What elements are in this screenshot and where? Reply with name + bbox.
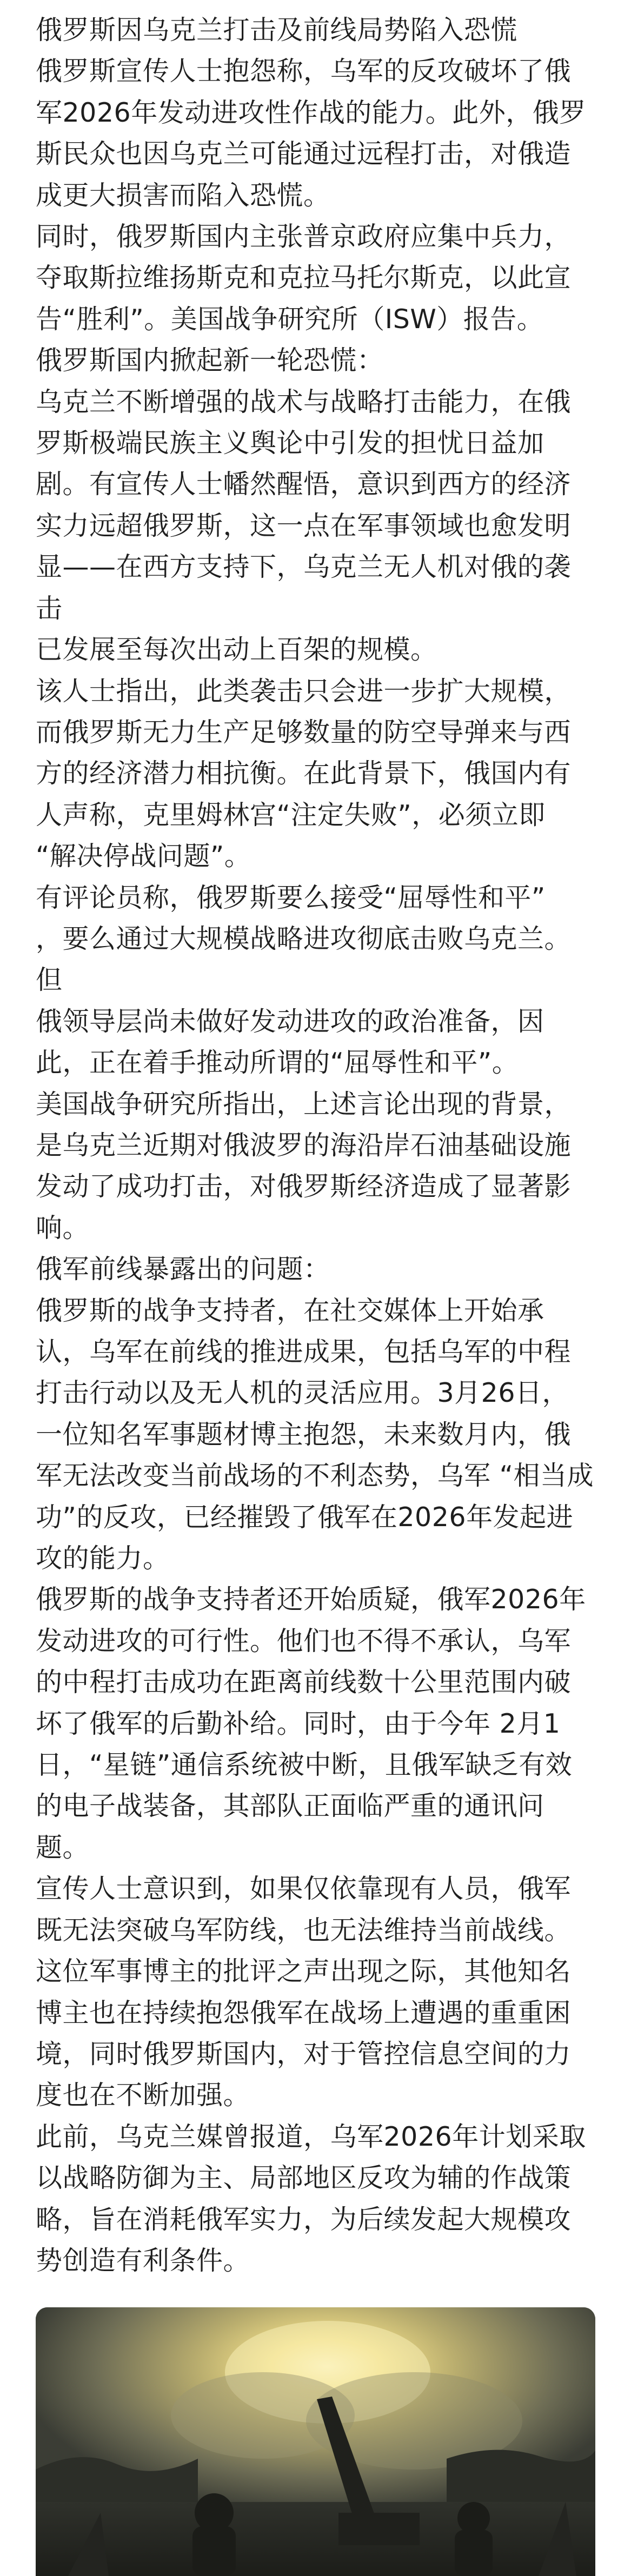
- article-paragraph: 俄罗斯宣传人士抱怨称，乌军的反攻破坏了俄 军2026年发动进攻性作战的能力。此外，俄罗 斯民众也因乌克兰可能通过远程打击，对俄造 成更大损害而陷入恐慌。: [36, 56, 586, 211]
- article-paragraph: 俄罗斯的战争支持者，在社交媒体上开始承 认，乌军在前线的推进成果，包括乌军的中程 打击行动以及无人机的灵活应用。3月26日， 一位知名军事题材博主抱怨，未来数月内，俄 军无法改变当前战场的不利态势，乌军 “相当成 功”的反攻，已经摧毁了俄军在2026年发起进 攻的能力。: [36, 1295, 594, 1574]
- article-paragraph: 这位军事博主的批评之声出现之际，其他知名 博主也在持续抱怨俄军在战场上遭遇的重重困 境，同时俄罗斯国内，对于管控信息空间的力 度也在不断加强。: [36, 1956, 572, 2111]
- artillery-firing-photo: [36, 2307, 595, 2576]
- article-paragraph: 有评论员称，俄罗斯要么接受“屈辱性和平” ，要么通过大规模战略进攻彻底击败乌克兰。但 俄领导层尚未做好发动进攻的政治准备，因 此，正在着手推动所谓的“屈辱性和平”。: [36, 882, 572, 1079]
- article-paragraph: 乌克兰不断增强的战术与战略打击能力，在俄 罗斯极端民族主义舆论中引发的担忧日益加 剧。有宣传人士幡然醒悟，意识到西方的经济 实力远超俄罗斯，这一点在军事领域也愈发明 显——在西方支持下，乌克兰无人机对俄的袭击 已发展至每次出动上百架的规模。: [36, 386, 572, 665]
- section-heading: 俄罗斯国内掀起新一轮恐慌：: [36, 345, 384, 376]
- article-paragraph: 美国战争研究所指出，上述言论出现的背景， 是乌克兰近期对俄波罗的海沿岸石油基础设施 发动了成功打击，对俄罗斯经济造成了显著影 响。: [36, 1088, 572, 1243]
- article-paragraph: 同时，俄罗斯国内主张普京政府应集中兵力， 夺取斯拉维扬斯克和克拉马托尔斯克，以此宣 告“胜利”。美国战争研究所（ISW）报告。: [36, 221, 572, 335]
- article-photo[interactable]: [36, 2307, 595, 2576]
- article-paragraph: 俄罗斯的战争支持者还开始质疑，俄军2026年 发动进攻的可行性。他们也不得不承认，乌军 的中程打击成功在距离前线数十公里范围内破 坏了俄军的后勤补给。同时，由于今年 2月1 日，“星链”通信系统被中断，且俄军缺乏有效 的电子战装备，其部队正面临严重的通讯问题。: [36, 1584, 586, 1863]
- article-paragraph: 此前，乌克兰媒曾报道，乌军2026年计划采取 以战略防御为主、局部地区反攻为辅的作战策 略，旨在消耗俄军实力，为后续发起大规模攻 势创造有利条件。: [36, 2121, 586, 2276]
- section-heading: 俄军前线暴露出的问题：: [36, 1254, 330, 1285]
- article-headline: 俄罗斯因乌克兰打击及前线局势陷入恐慌: [36, 15, 518, 45]
- article-paragraph: 宣传人士意识到，如果仅依靠现有人员，俄军 既无法突破乌军防线，也无法维持当前战线。: [36, 1873, 572, 1946]
- article-paragraph: 该人士指出，此类袭击只会进一步扩大规模， 而俄罗斯无力生产足够数量的防空导弹来与西 方的经济潜力相抗衡。在此背景下，俄国内有 人声称，克里姆林宫“注定失败”，必须立即 “解决停战问题”。: [36, 675, 572, 872]
- article-body: [36, 10, 595, 2281]
